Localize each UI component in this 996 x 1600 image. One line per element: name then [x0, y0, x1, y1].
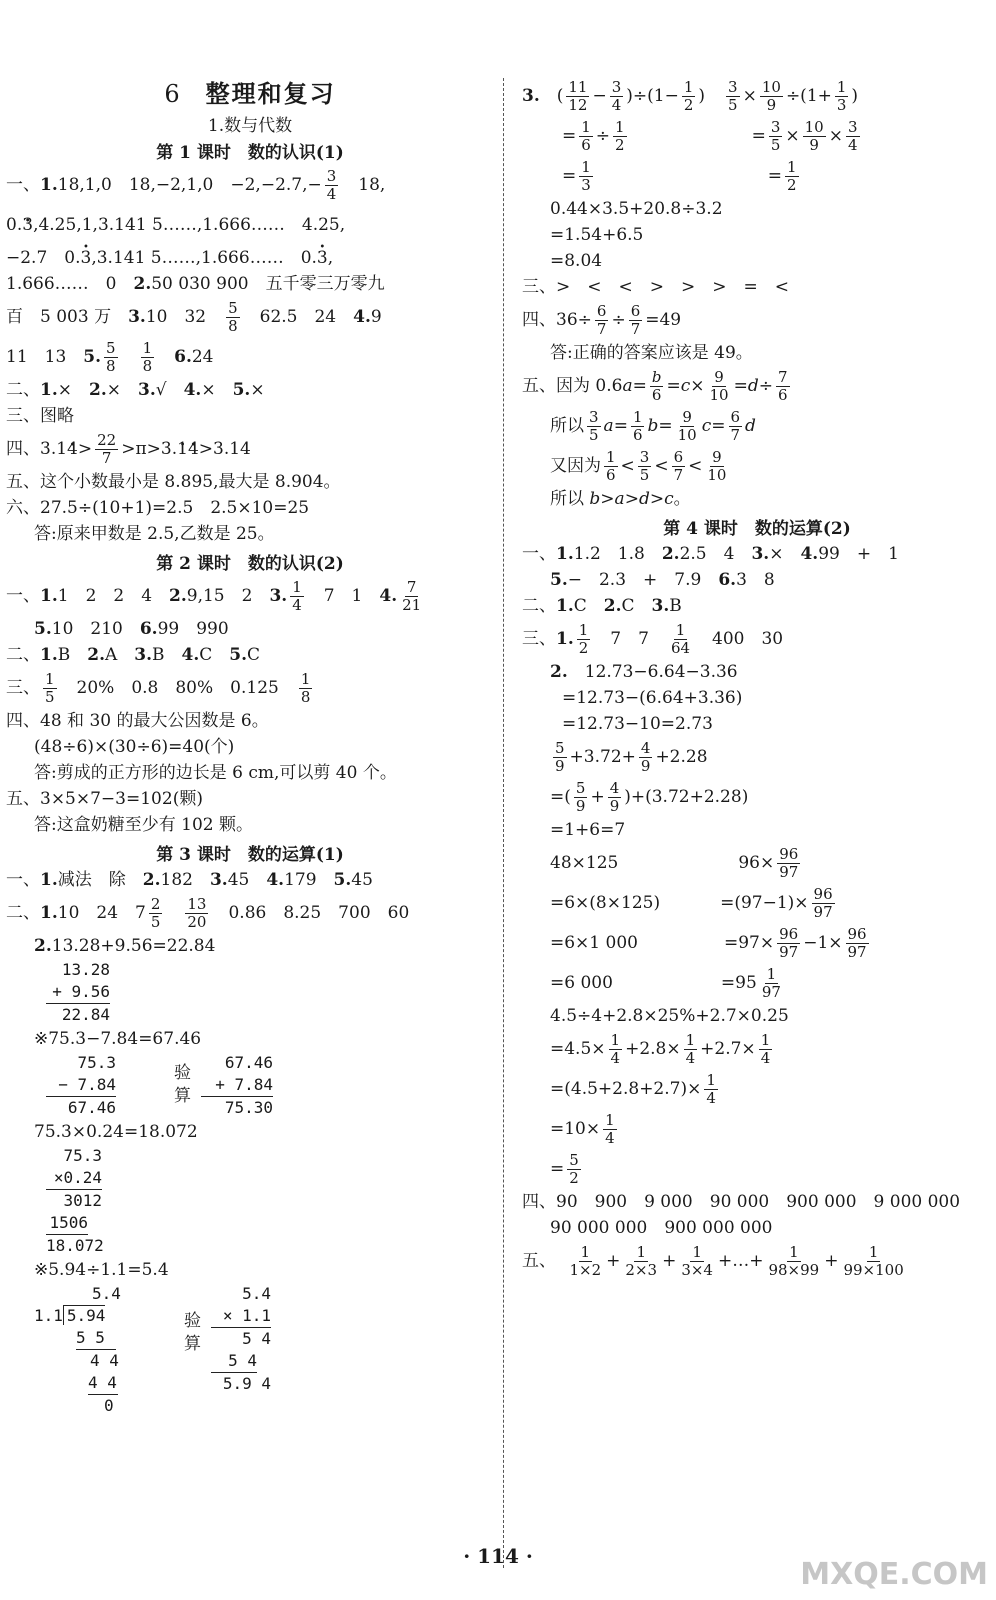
left-column [6, 0, 494, 1417]
section-title: 1.数与代数 [207, 116, 293, 136]
lesson-heading: 第 2 课时 数的认识(2) [156, 554, 344, 574]
page-number: · 114 · [463, 1544, 533, 1568]
lesson2-answers: 一、1.1 2 2 4 2.9,15 2 3. $\frac{1}{4}$ 7 1 4. $\frac{7}{21}$ 5.10 210 6.99 990 二、1.B 2.A 3.B 4.C 5.C 三、 $\frac{1}{5}$ 20% 0.8 80% 0.125 $\frac{1}{8}$ 四、48 和 30 的最大公因数是 6。 (48÷6)×(30÷6)=40(个) 答:剪成的正方形的边长是 6 cm,可以剪 40 个。 五、3×5×7−3=102(颗) 答:这盒奶糖至少有 102 颗。 [6, 578, 422, 835]
vertical-addition: 13.28 + 9.56 22.84 [6, 959, 110, 1026]
vertical-subtraction: 75.3 − 7.84 67.46 [46, 1052, 116, 1119]
lesson3-answers-cont: 3. ( $\frac{11}{12}$ − $\frac{3}{4}$ )÷(1− $\frac{1}{2}$ ) $\frac{3}{5}$ × $\frac{10}{9}$ ÷(1+ $\frac{1}{3}$ ) = $\frac{1}{6}$ ÷ $\frac{1}{2}$ = $\frac{3}{5}$ × $\frac{10}{9}$ × $\frac{3}{4}$ = $\frac{1}{3}$ = $\frac{1}{2}$ 0.44×3.5+20.8÷3.2 =1.54+6.5 =8.04 三、> < < > > > = < 四、36÷ $\frac{6}{7}$ ÷ $\frac{6}{7}$ =49 答:正确的答案应该是 49。 五、因为 0.6a= $\frac{b}{6}$ =c× $\frac{9}{10}$ =d÷ $\frac{7}{6}$ 所以 $\frac{3}{5}$ a= $\frac{1}{6}$ b= $\frac{9}{10}$ c= $\frac{6}{7}$ d 又因为 $\frac{1}{6}$ < $\frac{3}{5}$ < $\frac{6}{7}$ < $\frac{9}{10}$ 所以 b>a>d>c。 [522, 78, 859, 509]
lesson4-answers: 一、1.1.2 1.8 2.2.5 4 3.× 4.99 + 1 5.− 2.3 + 7.9 6.3 8 二、1.C 2.C 3.B 三、1. $\frac{1}{2}$ 7 7 $\frac{1}{64}$ 400 30 2. 12.73−6.64−3.36 =12.73−(6.64+3.36) =12.73−10=2.73 $\frac{5}{9}$ +3.72+ $\frac{4}{9}$ +2.28 =( $\frac{5}{9}$ + $\frac{4}{9}$ )+(3.72+2.28) =1+6=7 48×125 96× $\frac{96}{97}$ =6×(8×125) =(97−1)× $\frac{96}{97}$ =6×1 000 =97× $\frac{96}{97}$ −1× $\frac{96}{97}$ =6 000 =95 $\frac{1}{97}$ 4.5÷4+2.8×25%+2.7×0.25 =4.5× $\frac{1}{4}$ +2.8× $\frac{1}{4}$ +2.7× $\frac{1}{4}$ =(4.5+2.8+2.7)× $\frac{1}{4}$ =10× $\frac{1}{4}$ = $\frac{5}{2}$ 四、90 900 9 000 90 000 900 000 9 000 000 90 000 000 900 000 000 五、 $\frac{1}{1\times 2}$ + $\frac{1}{2\times 3}$ + $\frac{1}{3\times 4}$ +…+ $\frac{1}{98\times 99}$ + $\frac{1}{99\times 100}$ [522, 544, 961, 1279]
lesson-heading: 第 3 课时 数的运算(1) [156, 845, 344, 865]
right-column [522, 0, 992, 1281]
long-division: 5.4 1.1 5.94 5 5 4 4 4 4 0 [34, 1284, 121, 1415]
chapter-title: 6 整理和复习 [164, 79, 336, 108]
lesson1-answers: 一、1.18,1,0 18,−2,1,0 −2,−2.7,− $\frac{3}{4}$ 18, 0.• 3,4.25,1,3.141 5……,1.666…… 4.25, −2.7 0.• 3,3.141 5……,1.666…… 0.• 3, 1.666…… 0 2.50 030 900 五千零三万零九 百 5 003 万 3.10 32 $\frac{5}{8}$ 62.5 24 4.9 11 13 5. $\frac{5}{8}$ $\frac{1}{8}$ 6.24 二、1.× 2.× 3.√ 4.× 5.× 三、图略 四、3.1• 4> $\frac{22}{7}$ >π>3.• 1• 4>3.14 五、这个小数最小是 8.895,最大是 8.904。 六、27.5÷(10+1)=2.5 2.5×10=25 答:原来甲数是 2.5,乙数是 25。 [6, 165, 494, 547]
lesson-heading: 第 4 课时 数的运算(2) [663, 519, 851, 539]
column-divider [503, 78, 504, 1568]
vertical-multiplication: 75.3 ×0.24 3012 1506 18.072 [46, 1146, 104, 1255]
lesson3-answers: 一、1.减法 除 2.182 3.45 4.179 5.45 二、1.10 24 7 $\frac{2}{5}$ $\frac{13}{20}$ 0.86 8.25 700 60 2.13.28+9.56=22.84 13.28 + 9.56 22.84 ※75.3−7.84=67.46 75.3 − 7.84 67.46 验算 67.46 + 7.84 75.30 75.3×0.24=18.072 75.3 ×0.24 3012 1506 18.072 ※5.94÷1.1=5.4 5.4 1.1 5.94 5 5 4 4 4 4 0 验算 5.4 × 1.1 5 4 5 4 5.9 4 [6, 870, 410, 1415]
watermark: MXQE.COM [800, 1557, 988, 1592]
check-addition: 67.46 + 7.84 75.30 [201, 1052, 273, 1119]
check-multiplication: 5.4 × 1.1 5 4 5 4 5.9 4 [211, 1283, 271, 1395]
lesson-heading: 第 1 课时 数的认识(1) [156, 143, 344, 163]
